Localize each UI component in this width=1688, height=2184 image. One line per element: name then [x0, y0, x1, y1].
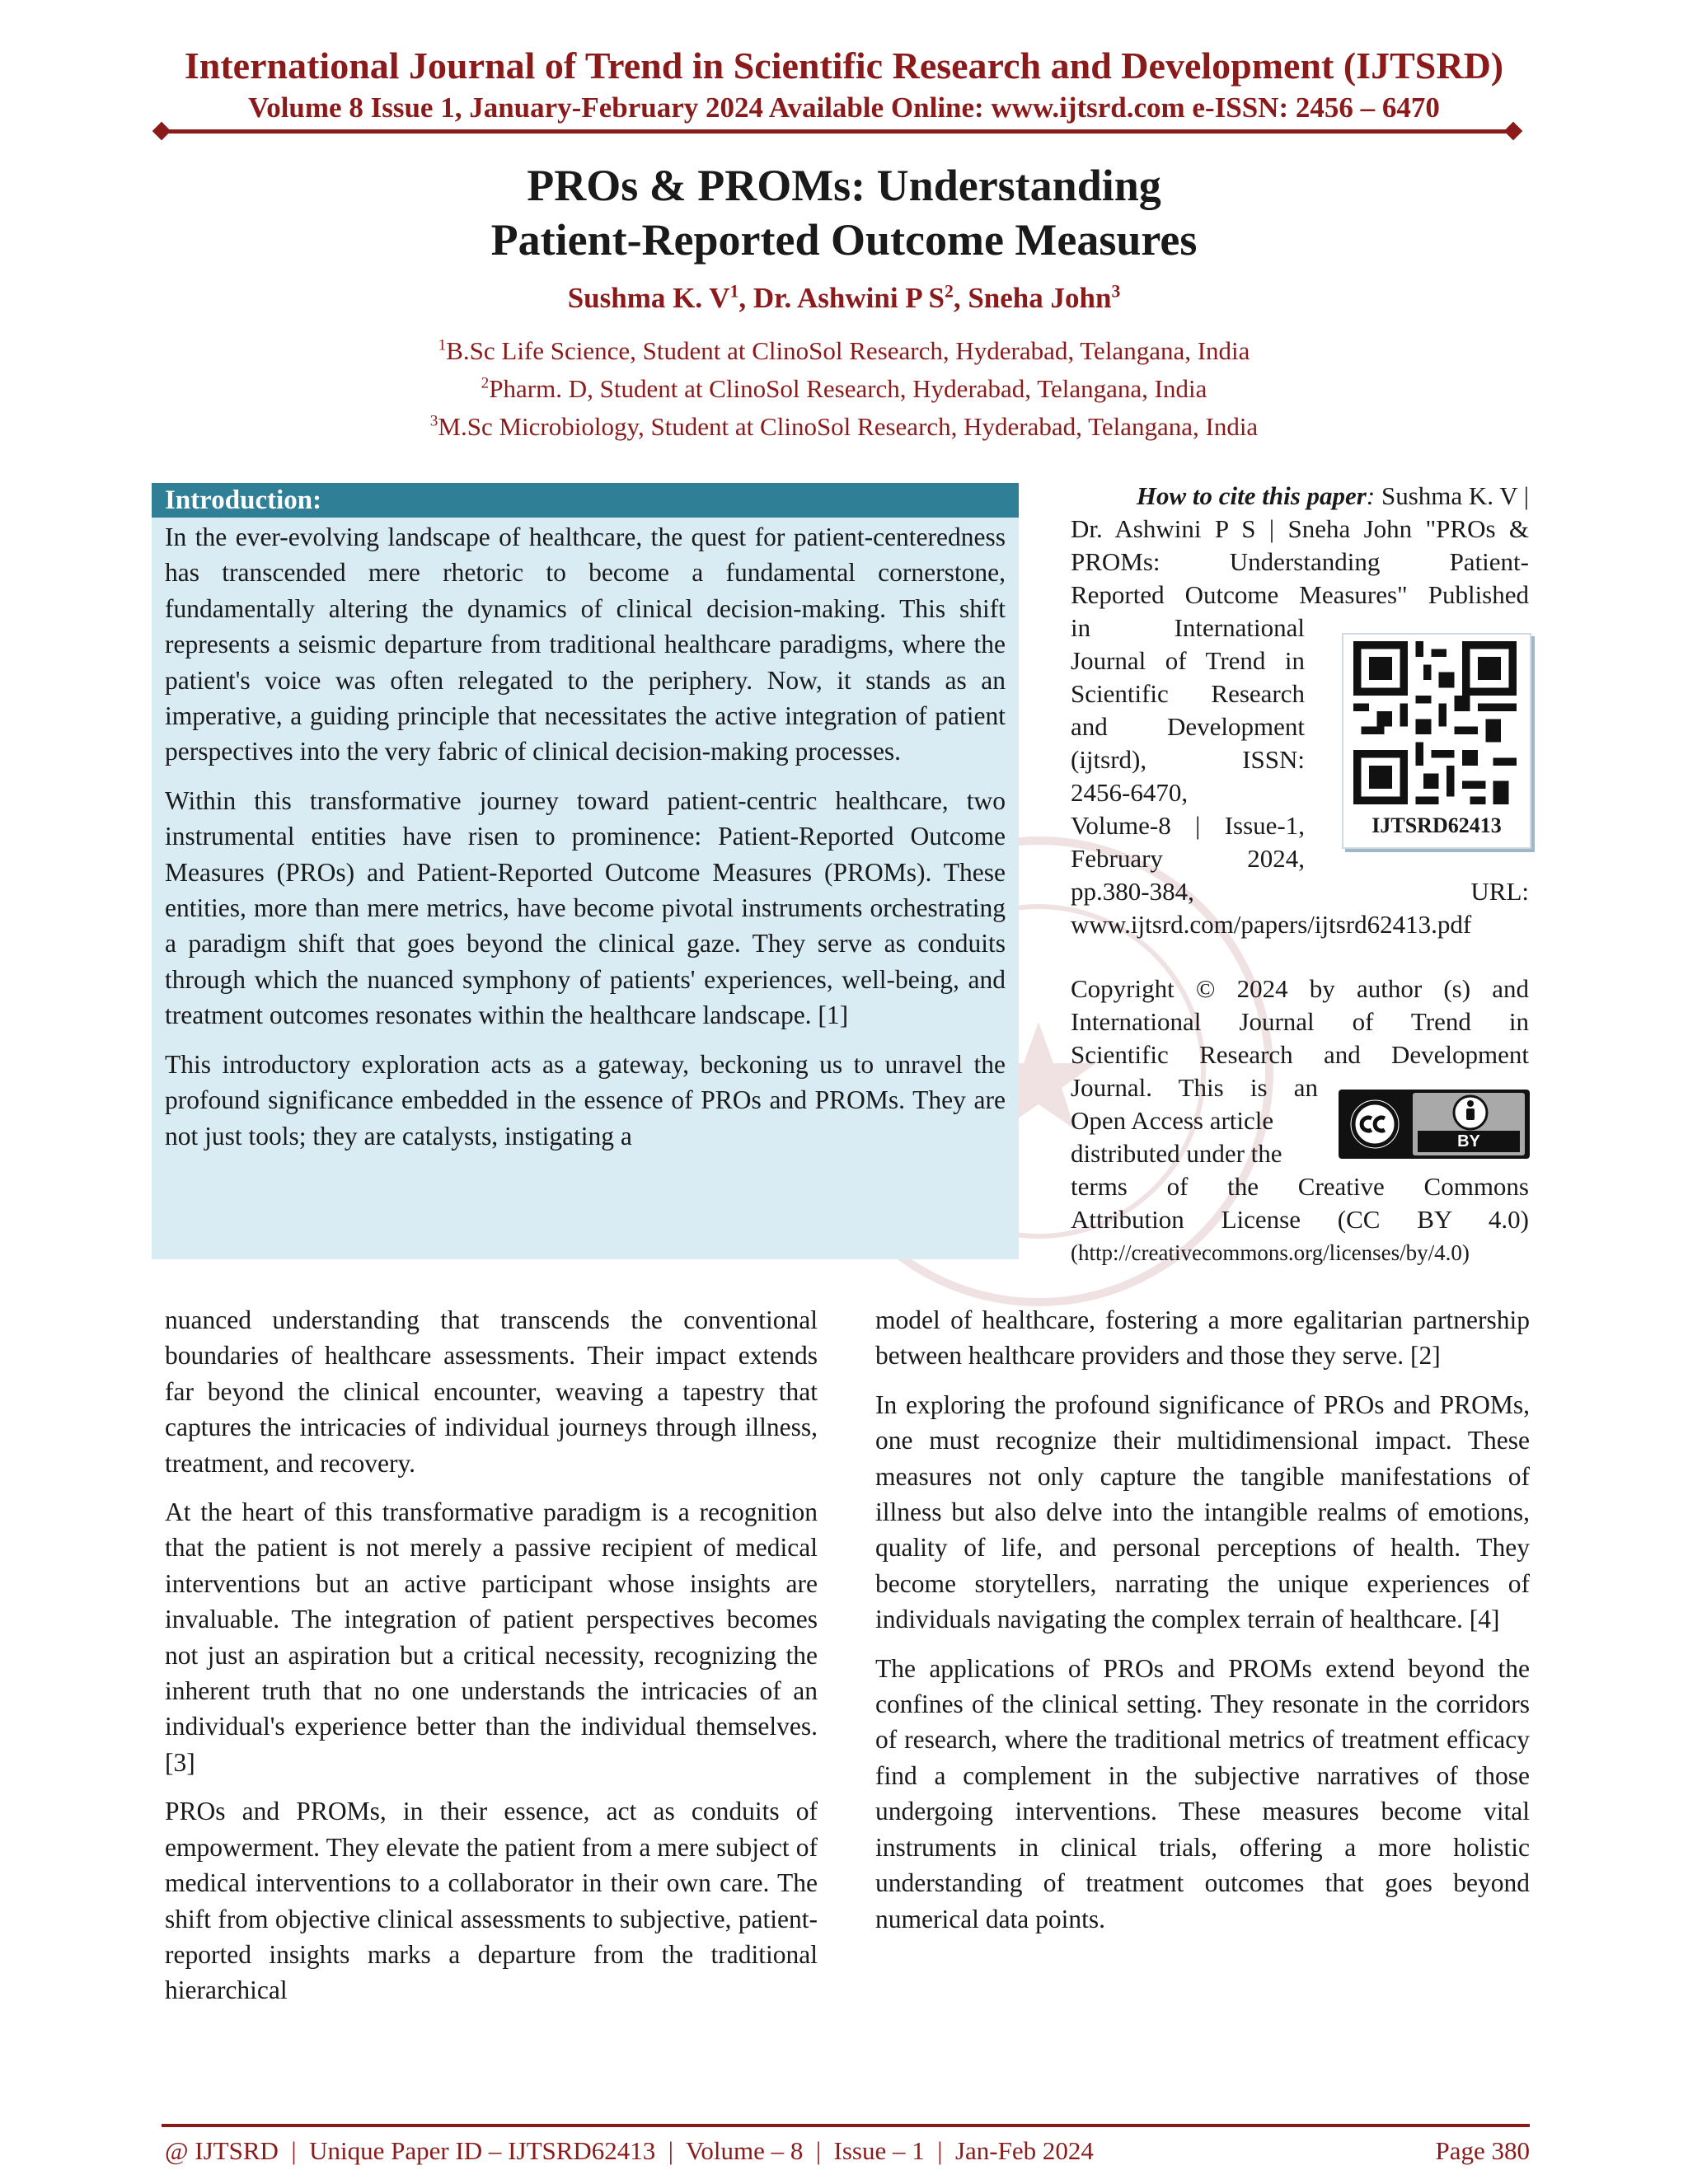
header-rule [162, 129, 1513, 134]
author: Sneha John$^3$ [968, 281, 1121, 314]
cc-by-license-badge[interactable] [1339, 1090, 1530, 1159]
paragraph: model of healthcare, fostering a more egalitarian partnership between healthcare providers and those they serve. [2] [875, 1305, 1530, 1371]
introduction-heading-bar [152, 483, 1019, 518]
paragraph: Within this transformative journey toward patient-centric healthcare, two instrumental entities have risen to prominence: Patient-Reported Outcome Measures (PROs) and Patient-Reported Outcome Measures (PROMs). These entities, more than mere metrics, have become pivotal instruments orchestrating a paradigm shift that goes beyond the clinical gaze. They serve as conduits through which the nuanced symphony of patients' experiences, well-being, and treatment outcomes resonates within the healthcare landscape. [1] [165, 785, 1006, 1030]
license-link[interactable]: (http://creativecommons.org/licenses/by/4.0) [1071, 1240, 1470, 1265]
right-column [875, 1302, 1530, 1950]
creative-commons-icon [1347, 1096, 1403, 1152]
journal-volume-line: Volume 8 Issue 1, January-February 2024 Available Online: www.ijtsrd.com e-ISSN: 2456 – 6470 [248, 91, 1440, 124]
attribution-person-icon [1452, 1094, 1489, 1131]
footer-text: @ IJTSRD | Unique Paper ID – IJTSRD62413 | Volume – 8 | Issue – 1 | Jan-Feb 2024 [165, 2136, 1094, 2165]
citation-url[interactable]: www.ijtsrd.com/papers/ijtsrd62413.pdf [1071, 910, 1472, 939]
paragraph: The applications of PROs and PROMs extend beyond the confines of the clinical setting. They resonate in the corridors of research, where the traditional metrics of treatment efficacy find a complement in the subjective narratives of those undergoing interventions. These measures become vital instruments in clinical trials, offering a more holistic understanding of treatment outcomes that goes beyond numerical data points. [875, 1653, 1530, 1933]
paragraph: At the heart of this transformative paradigm is a recognition that the patient is not merely a passive recipient of medical interventions but an active participant whose insights are invaluable. The integration of patient perspectives becomes not just an aspiration but a critical necessity, recognizing the inherent truth that no one understands the intricacies of an individual's experience better than the individual themselves. [3] [165, 1497, 818, 1777]
paper-id-label: IJTSRD62413 [1372, 813, 1502, 837]
introduction-text [165, 519, 1006, 1167]
qr-code-icon[interactable] [1353, 641, 1517, 804]
author-list [0, 280, 1688, 316]
affiliation: $^2$Pharm. D, Student at ClinoSol Research, Hyderabad, Telangana, India [481, 374, 1207, 403]
paragraph: In the ever-evolving landscape of healthcare, the quest for patient-centeredness has transcended mere rhetoric to become a fundamental cornerstone, fundamentally altering the dynamics of clinical decision-making. This shift represents a seismic departure from traditional healthcare paradigms, where the patient's voice was often relegated to the periphery. Now, it stands as an imperative, a guiding principle that necessitates the active integration of patient perspectives into the very fabric of clinical decision-making processes. [165, 523, 1006, 766]
footer-rule [162, 2124, 1530, 2127]
introduction-heading: Introduction: [165, 485, 322, 515]
copyright-block: Copyright © 2024 by author (s) and International Journal of Trend in Scientific Research and Development Journal. This is an Open Access article distributed under the terms of the Creative Commons Attribution License (CC BY 4.0) (http://creativecommons.org/licenses/by/4.0) [1071, 972, 1529, 1269]
author: Dr. Ashwini P $S^2$, [753, 281, 968, 314]
paper-title [0, 158, 1688, 267]
journal-title: International Journal of Trend in Scientific Research and Development (IJTSRD) [184, 45, 1504, 87]
citation-label: How to cite this paper [1136, 481, 1367, 510]
affiliation: $^3$M.Sc Microbiology, Student at ClinoSol Research, Hyderabad, Telangana, India [429, 412, 1259, 441]
paragraph: This introductory exploration acts as a gateway, beckoning us to unravel the profound significance embedded in the essence of PROs and PROMs. They are not just tools; they are catalysts, instigating a [165, 1049, 1006, 1151]
affiliation: $^1$B.Sc Life Science, Student at ClinoSol Research, Hyderabad, Telangana, India [438, 336, 1250, 365]
citation-block: How to cite this paper: Sushma K. V | Dr. Ashwini P S | Sneha John "PROs & PROMs: Understanding Patient- Reported Outcome Measures" Published in International Journal of Trend in Scientific Research and Development (ijtsrd), ISSN: 2456-6470, Volume-8 | Issue-1, February 2024, pp.380-384, URL: www.ijtsrd.com/papers/ijtsrd62413.pdf [1071, 480, 1529, 941]
paragraph: In exploring the profound significance of PROs and PROMs, one must recognize their multidimensional impact. These measures not only capture the tangible manifestations of illness but also delve into the intangible realms of emotions, quality of life, and personal perceptions of health. They become storytellers, narrating the unique experiences of individuals navigating the complex terrain of healthcare. [4] [875, 1390, 1530, 1634]
paragraph: nuanced understanding that transcends the conventional boundaries of healthcare assessments. Their impact extends far beyond the clinical encounter, weaving a tapestry that captures the intricacies of individual journeys through illness, treatment, and recovery. [165, 1305, 818, 1478]
author: Sushma K. $V^1$, [567, 281, 753, 314]
title-line-2: Patient-Reported Outcome Measures [490, 215, 1198, 265]
title-line-1: PROs & PROMs: Understanding [527, 161, 1161, 210]
left-column [165, 1302, 818, 2022]
cc-by-text: BY [1418, 1131, 1520, 1152]
page-footer [165, 2135, 1530, 2168]
page-number: Page 380 [1435, 2136, 1530, 2165]
paragraph: PROs and PROMs, in their essence, act as conduits of empowerment. They elevate the patient from a mere subject of medical interventions to a collaborator in their own care. The shift from objective clinical assessments to subjective, patient-reported insights marks a departure from the traditional hierarchical [165, 1797, 818, 2005]
